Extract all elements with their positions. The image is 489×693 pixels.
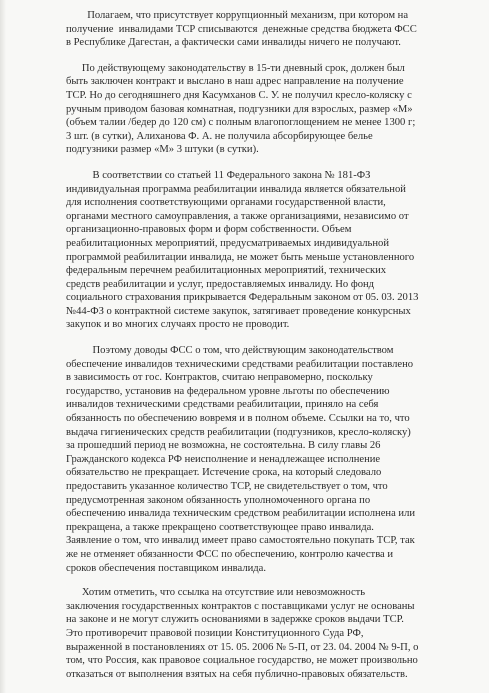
text-line: обязательство не прекращает. Истечение срока, на который следовало xyxy=(66,467,382,479)
text-line: индивидуальная программа реабилитации инвалида является обязательной xyxy=(66,183,406,195)
text-line: Гражданского кодекса РФ неисполнение и ненадлежащее исполнение xyxy=(66,453,381,465)
text-line: органами местного самоуправления, а также организациями, независимо от xyxy=(66,210,409,222)
text-line: социального страхования прикрывается Федеральным законом от 05. 03. 2013 xyxy=(66,292,419,304)
text-line: для исполнения соответствующими органами государственной власти, xyxy=(66,197,386,209)
text-line: По действующему законодательству в 15-ти дневный срок, должен был xyxy=(66,62,405,74)
text-line: отказаться от выполнения взятых на себя публично-правовых обязательств. xyxy=(66,668,408,680)
scan-shadow xyxy=(0,0,6,693)
text-line: подгузники размер «М» 3 штуки (в сутки). xyxy=(66,144,259,156)
text-line: предусмотренная законом обязанность уполномоченного органа по xyxy=(66,494,371,506)
text-line: государство, установив на федеральном уровне льготы по обеспечению xyxy=(66,385,390,397)
text-line: предоставить указанное количество ТСР, не свидетельствует о том, что xyxy=(66,481,388,492)
text-line: реабилитационных мероприятий, предусматриваемых индивидуальной xyxy=(66,237,390,249)
text-line: прекращена, а также прекращено соответствующее право инвалида. xyxy=(66,521,374,533)
text-line: организационно-правовых форм и форм собственности. Объем xyxy=(66,224,352,236)
text-line: выдача гигиенических средств реабилитации (подгузников, кресло-коляску) xyxy=(66,426,411,438)
text-line: сроков обеспечения поставщиком инвалида. xyxy=(66,562,267,574)
text-line: обеспечению инвалида техническим средством реабилитации исполнена или xyxy=(66,508,416,520)
text-line: заключения государственных контрактов с поставщиками услуг не основаны xyxy=(66,600,415,612)
text-line: за прошедший период не возможна, не состоятельна. В силу главы 26 xyxy=(66,440,381,452)
text-line: №44-ФЗ о контрактной системе закупок, затягивает проведение конкурсных xyxy=(66,305,411,317)
text-line: (объем талии /бедер до 120 см) с полным влагопоглощением не менее 1300 г; xyxy=(66,117,416,129)
text-line: средств реабилитации и услуг, предоставляемых инвалиду. Но фонд xyxy=(66,278,375,290)
text-line: Полагаем, что присутствует коррупционный механизм, при котором на xyxy=(66,10,409,21)
text-line: получение инвалидами ТСР списываются денежные средства бюджета ФСС xyxy=(66,23,417,35)
text-line: в зависимость от гос. Контрактов, считаю неправомерно, поскольку xyxy=(66,372,373,384)
text-line: федеральным перечнем реабилитационных мероприятий, технических xyxy=(66,265,387,277)
text-line: 3 шт. (в сутки), Алиханова Ф. А. не получила абсорбирующее белье xyxy=(66,130,373,142)
text-line: на законе и не могут служить основаниями в задержке сроков выдачи ТСР. xyxy=(66,614,404,626)
paragraph-constitutional-court xyxy=(66,586,467,681)
paragraph-corruption xyxy=(66,9,467,50)
text-line: закупок и во многих случаях просто не проводит. xyxy=(66,319,290,331)
text-line: обеспечение инвалидов техническими средствами реабилитации поставлено xyxy=(66,358,414,370)
text-line: В соответствии со статьей 11 Федерального закона № 181-ФЗ xyxy=(66,169,371,181)
text-line: быть заключен контракт и выслано в наш адрес направление на получение xyxy=(66,76,404,88)
paragraph-fss-arguments xyxy=(66,344,467,575)
paragraph-federal-law xyxy=(66,169,467,332)
text-line: обязанность по обеспечению вовремя и в полном объеме. Ссылки на то, что xyxy=(66,413,410,425)
text-line: Это противоречит правовой позиции Конституционного Суда РФ, xyxy=(66,627,364,639)
text-line: Поэтому доводы ФСС о том, что действующим законодательством xyxy=(66,345,394,357)
text-line: ручным приводом базовая комнатная, подгузники для взрослых, размер «М» xyxy=(66,103,413,115)
text-line: же не отменяет обязанности ФСС по обеспечению, контролю качества и xyxy=(66,548,394,560)
text-line: программой реабилитации инвалида, не может быть меньше установленного xyxy=(66,251,415,263)
text-line: том, что Россия, как правовое социальное государство, не может произвольно xyxy=(66,655,418,667)
text-line: Заявление о том, что инвалид имеет право самостоятельно покупать ТСР, так xyxy=(66,535,415,547)
text-line: инвалидов техническими средствами реабилитации, приняло на себя xyxy=(66,399,379,411)
text-line: Хотим отметить, что ссылка на отсутствие или невозможность xyxy=(66,587,366,599)
text-line: выраженной в постановлениях от 15. 05. 2006 № 5-П, от 23. 04. 2004 № 9-П, о xyxy=(66,641,419,653)
text-line: ТСР. Но до сегодняшнего дня Касумханов С. У. не получил кресло-коляску с xyxy=(66,89,412,101)
paragraph-contract-deadline xyxy=(66,62,467,157)
text-line: в Республике Дагестан, а фактически сами инвалиды ничего не получают. xyxy=(66,37,401,49)
